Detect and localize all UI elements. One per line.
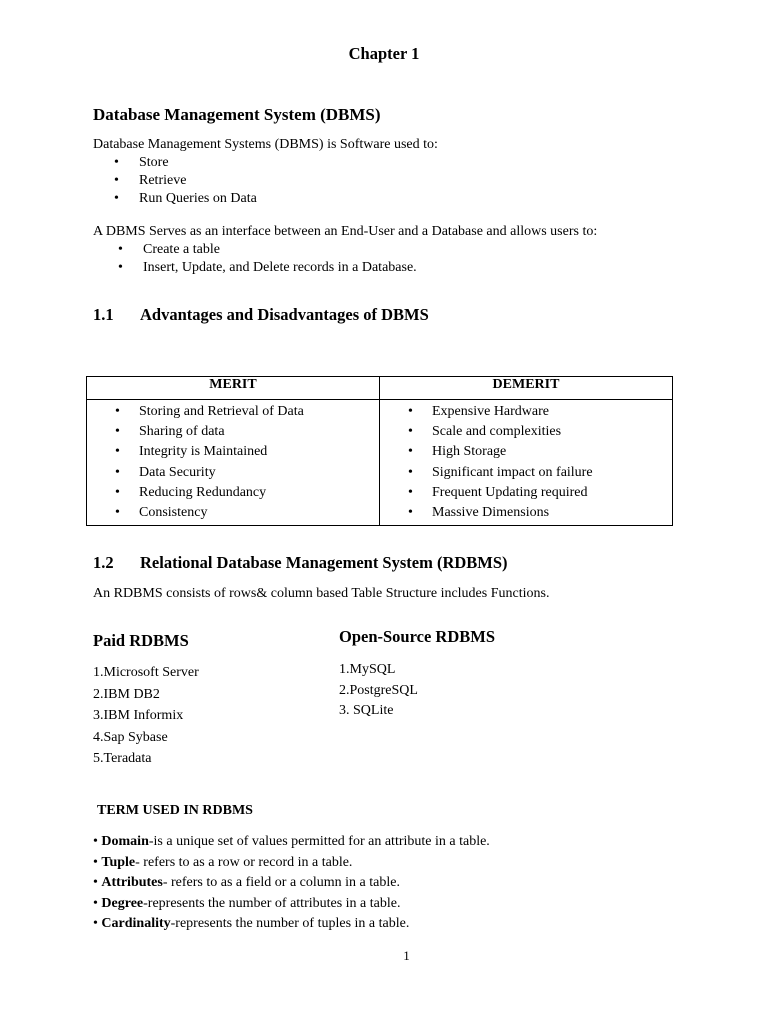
list-item [93,832,490,853]
bullet-icon: • [408,404,413,419]
term-name: Degree [101,895,144,911]
bullet-icon: • [115,404,120,419]
bullet-icon: • [114,191,119,206]
dbms-allows-list [118,241,417,277]
bullet-icon: • [115,444,120,460]
list-item: • Create a table [118,242,220,257]
dbms-intro: Database Management Systems (DBMS) is Software used to: [93,137,438,152]
merit-demerit-table [86,376,673,526]
chapter-title: Chapter 1 [348,44,420,63]
bullet-icon: • [408,484,413,500]
section-1-2-text: An RDBMS consists of rows& column based Table Structure includes Functions. [93,586,550,601]
list-item: • Reducing Redundancy [139,483,379,503]
dbms-uses-list [114,154,257,208]
list-item: • Frequent Updating required [432,483,672,503]
list-item [93,894,490,915]
term-name: Cardinality [101,916,171,932]
dbms-heading: Database Management System (DBMS) [93,105,381,124]
list-item: • Run Queries on Data [114,191,257,206]
bullet-icon: • [115,484,120,500]
list-item: • Store [114,155,169,170]
term-definition: -is a unique set of values permitted for an attribute in a table. [148,834,490,849]
section-title: Advantages and Disadvantages of DBMS [140,305,429,324]
bullet-icon: • [93,834,98,849]
table-row [87,400,673,526]
list-item: • Significant impact on failure [432,463,672,483]
term-definition: -represents the number of attributes in a table. [143,895,401,911]
section-number: 1.2 [93,553,114,572]
bullet-icon: • [93,916,98,932]
paid-rdbms-heading: Paid RDBMS [93,631,189,650]
list-item: 2.PostgreSQL [339,682,418,698]
list-item: 1.MySQL [339,662,396,677]
section-1-2-heading [93,553,508,573]
term-definition: - refers to as a row or record in a table. [135,854,353,870]
bullet-icon: • [115,424,120,440]
list-item: 5.Teradata [93,751,152,766]
terms-heading: TERM USED IN RDBMS [97,803,253,818]
list-item: • Massive Dimensions [432,503,672,523]
bullet-icon: • [115,464,120,480]
list-item: 1.Microsoft Server [93,665,199,680]
bullet-icon: • [408,424,413,440]
section-number: 1.1 [93,305,114,324]
list-item: • Retrieve [114,173,187,188]
list-item [93,853,490,874]
table-header-row [87,377,673,400]
bullet-icon: • [115,505,120,521]
term-definition: - refers to as a field or a column in a table. [162,875,400,891]
bullet-icon: • [408,505,413,521]
dbms-interface-text: A DBMS Serves as an interface between an End-User and a Database and allows users to: [93,224,598,239]
list-item: 3. SQLite [339,703,394,718]
list-item [93,914,490,935]
term-name: Attributes [101,875,163,891]
bullet-icon: • [408,444,413,460]
merits-cell [87,400,380,526]
term-definition: -represents the number of tuples in a table. [170,916,410,932]
bullet-icon: • [118,260,123,275]
term-name: Tuple [101,854,136,870]
list-item [93,873,490,894]
bullet-icon: • [93,854,98,870]
list-item: • Scale and complexities [432,422,672,442]
paid-rdbms-list [93,662,199,770]
page-number: 1 [403,948,410,963]
list-item: • Integrity is Maintained [139,442,379,462]
demerit-header: DEMERIT [380,377,673,400]
merit-header: MERIT [87,377,380,400]
bullet-icon: • [114,155,119,170]
term-name: Domain [101,834,149,849]
list-item: 3.IBM Informix [93,708,184,723]
list-item: • High Storage [432,442,672,462]
section-title: Relational Database Management System (RDBMS) [140,553,508,572]
list-item: • Data Security [139,463,379,483]
list-item: 2.IBM DB2 [93,686,160,702]
section-1-1-heading [93,305,429,325]
demerits-cell [380,400,673,526]
list-item: • Storing and Retrieval of Data [139,402,379,422]
list-item: • Insert, Update, and Delete records in a Database. [118,260,417,275]
list-item: • Expensive Hardware [432,402,672,422]
bullet-icon: • [114,173,119,188]
bullet-icon: • [93,895,98,911]
open-source-rdbms-list [339,660,418,722]
list-item: • Consistency [139,503,379,523]
list-item: • Sharing of data [139,422,379,442]
list-item: 4.Sap Sybase [93,729,168,745]
open-source-rdbms-heading: Open-Source RDBMS [339,627,495,646]
bullet-icon: • [118,242,123,257]
bullet-icon: • [93,875,98,891]
terms-list [93,832,490,935]
bullet-icon: • [408,464,413,480]
